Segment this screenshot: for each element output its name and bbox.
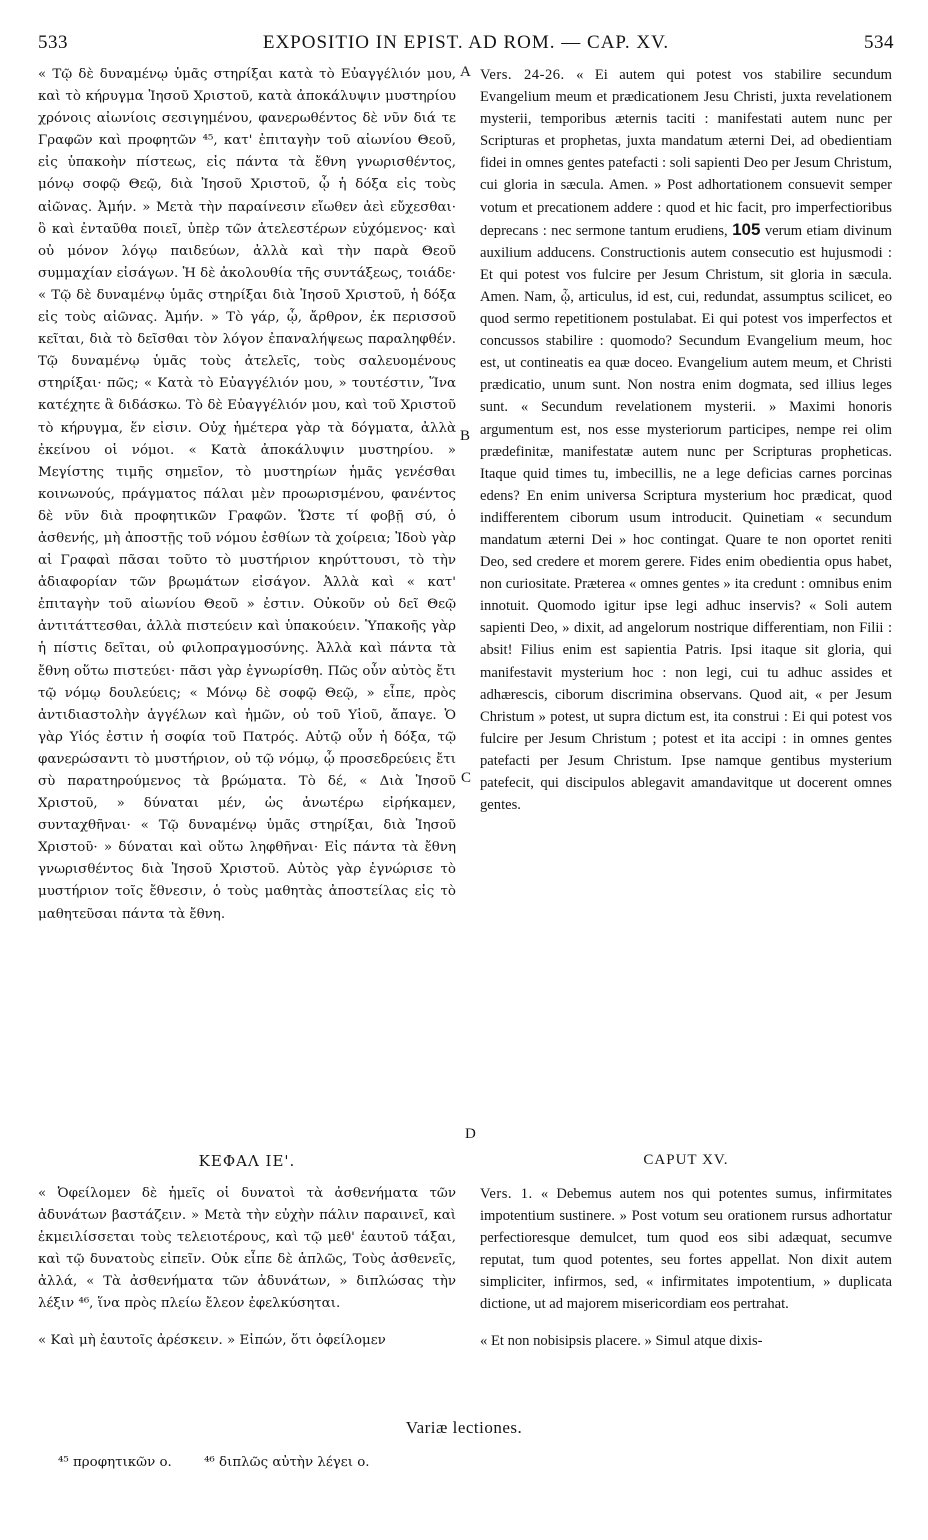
chapter-heading-latin: CAPUT XV. (643, 1152, 729, 1168)
page-number-left: 533 (38, 32, 68, 53)
latin-paragraph: « Et non nobisipsis placere. » Simul atque dixis- (480, 1332, 763, 1349)
page-title: EXPOSITIO IN EPIST. AD ROM. — CAP. XV. (262, 32, 670, 53)
margin-marker-d: D (465, 1126, 476, 1142)
footnote: ⁴⁵ προφητικῶν ο. (58, 1455, 172, 1470)
chapter-heading-greek: ΚΕΦΑΛ ΙΕ'. (198, 1152, 296, 1170)
greek-column-bottom (38, 1183, 456, 1352)
greek-paragraph: « Ὀφείλομεν δὲ ἡμεῖς οἱ δυνατοὶ τὰ ἀσθενήματα τῶν ἀδυνάτων βαστάζειν. » Μετὰ τὴν εὐχὴν πάλιν παραινεῖ, καὶ ἐκμειλίσσεται τοὺς τελειοτέρους, καὶ τῷ μεθ' ἑαυτοῦ τάξαι, καὶ τῷ δυνατοὺς εἰπεῖν. Οὐκ εἶπε δὲ ἁπλῶς, Τοὺς ἀσθενεῖς, ἀλλά, « Τὰ ἀσθενήματα τῶν ἀδυνάτων, » διπλώσας τὴν λέξιν ⁴⁶, ἵνα πρὸς πλείω ἔλεον ἐφελκύσηται. (38, 1186, 456, 1312)
page-number-right: 534 (864, 32, 894, 53)
latin-column-bottom (480, 1183, 892, 1352)
variae-lectiones-notes (58, 1453, 398, 1473)
footnote: ⁴⁶ διπλῶς αὐτὴν λέγει ο. (204, 1455, 370, 1470)
latin-text: « Debemus autem nos qui potentes sumus, infirmitates impotentium sustinere. » Post votum seu orationem rursus adhortatur perfectioresque demulcet, tum quod eos sibi adæquat, secumve reputat, tum quod potentes, seu fortes appellat. Non dixit autem simpliciter, infirmos, sed, « infirmitates impotentium, » duplicata dictione, ut ad majorem misericordiam eos pertrahat. (480, 1186, 892, 1313)
margin-marker-c: C (461, 770, 472, 786)
verse-label: Vers. 1. (480, 1186, 533, 1202)
running-head (38, 32, 894, 58)
verse-label: Vers. 24-26. (480, 67, 565, 83)
latin-paragraph (480, 1183, 892, 1316)
margin-marker-a: A (460, 64, 471, 80)
latin-paragraph (480, 64, 892, 816)
variae-lectiones-heading: Variæ lectiones. (405, 1418, 523, 1437)
margin-marker-b: B (460, 428, 471, 444)
greek-paragraph: « Καὶ μὴ ἑαυτοῖς ἀρέσκειν. » Εἰπών, ὅτι ὀφείλομεν (38, 1332, 386, 1348)
latin-text: « Ei autem qui potest vos stabilire secundum Evangelium meum et prædicationem Jesu Christi, juxta revelationem mysterii, temporibus æternis taciti : manifestati autem nunc per Scripturas et prophetas, juxta mandatum æterni Dei, ad obedientiam fidei in omnes gentes patefacti : soli sapienti Deo per Jesum Christum, cui gloria in sæcula. Amen. » Post adhortationem consuevit semper votum et precationem addere : quod et hic facit, pro imperfectioribus deprecans : nec sermone tantum erudiens, (480, 67, 893, 239)
greek-column-top (38, 64, 456, 926)
column-number: 105 (732, 219, 761, 239)
latin-column-top (480, 64, 892, 816)
greek-paragraph: « Τῷ δὲ δυναμένῳ ὑμᾶς στηρίξαι κατὰ τὸ Εὐαγγέλιόν μου, καὶ τὸ κήρυγμα Ἰησοῦ Χριστοῦ, κατὰ ἀποκάλυψιν μυστηρίου χρόνοις αἰωνίοις σεσιγημένου, φανερωθέντος δὲ νῦν διά τε Γραφῶν καὶ προφητῶν ⁴⁵, κατ' ἐπιταγὴν τοῦ αἰωνίου Θεοῦ, εἰς ὑπακοὴν πίστεως, εἰς πάντα τὰ ἔθνη γνωρισθέντος, μόνῳ σοφῷ Θεῷ, διὰ Ἰησοῦ Χριστοῦ, ᾧ ἡ δόξα εἰς τοὺς αἰῶνας. Ἀμήν. » Μετὰ τὴν παραίνεσιν εἴωθεν ἀεὶ εὔχεσθαι· ὃ καὶ ἐνταῦθα ποιεῖ, ὑπὲρ τῶν ἀτελεστέρων εὐχόμενος· καὶ οὐ μόνον λόγῳ παιδεύων, ἀλλὰ καὶ τὴν παρὰ Θεοῦ συμμαχίαν εἰσάγων. Ἡ δὲ ἀκολουθία τῆς συντάξεως, τοιάδε· « Τῷ δὲ δυναμένῳ ὑμᾶς στηρίξαι διὰ Ἰησοῦ Χριστοῦ, ἡ δόξα εἰς τοὺς αἰῶνας. Ἀμήν. » Τὸ γάρ, ᾧ, ἄρθρον, ἐκ περισσοῦ κεῖται, διὰ τὸ δεῖσθαι τὸν λόγον ἐπαναλήψεως παραληφθέν. Τῷ δυναμένῳ ὑμᾶς τοὺς ἀτελεῖς, τοὺς σαλευομένους στηρίξαι· πῶς; « Κατὰ τὸ Εὐαγγέλιόν μου, » τουτέστιν, Ἵνα κατέχητε ἃ διδάσκω. Τὸ δὲ Εὐαγγέλιόν μου, καὶ τοῦ Χριστοῦ τὸ κήρυγμα, ἕν εἰσιν. Οὐχ ἡμέτερα γὰρ τὰ δόγματα, ἀλλὰ ἐκείνου οἱ νόμοι. « Κατὰ ἀποκάλυψιν μυστηρίου. » Μεγίστης τιμῆς σημεῖον, τὸ μυστηρίων ἡμᾶς γενέσθαι κοινωνούς, πράγματος πάλαι μὲν προωρισμένου, φανέντος δὲ νῦν διὰ προφητικῶν Γραφῶν. Ὥστε τί φοβῇ σύ, ὁ ἀσθενής, μὴ ἀποστῇς τοῦ νόμου ἐσθίων τὰ χοίρεια; Ἰδοὺ γὰρ αἱ Γραφαὶ πᾶσαι τοῦτο τὸ μυστήριον κηρύττουσι, τὸ τὴν ἀδιαφορίαν τῶν βρωμάτων εἰσάγον. Ἀλλὰ καὶ « κατ' ἐπιταγὴν τοῦ αἰωνίου Θεοῦ » ἐστιν. Οὐκοῦν οὐ δεῖ Θεῷ ἀντιτάττεσθαι, ἀλλὰ πιστεύειν καὶ ὑπακούειν. Ὑπακοῆς γὰρ ἡ πίστις δεῖται, οὐ φιλοπραγμοσύνης. Ἀλλὰ καὶ πάντα τὰ ἔθνη οὕτω πιστεύει· πᾶσι γὰρ ἐγνωρίσθη. Πῶς οὖν αὐτὸς ἔτι τῷ νόμῳ δουλεύεις; « Μόνῳ δὲ σοφῷ Θεῷ, » εἶπε, πρὸς ἀντιδιαστολὴν ἀγγέλων καὶ ἡμῶν, οὐ τοῦ Υἱοῦ, ἄπαγε. Ὁ γὰρ Υἱός ἐστιν ἡ σοφία τοῦ Πατρός. Αὐτῷ οὖν ἡ δόξα, τῷ φανερώσαντι τὸ μυστήριον, οὐ τῷ νόμῳ, ᾧ προσεδρεύεις ἔτι σὺ παρατηρούμενος τὰ βρώματα. Τὸ δέ, « Διὰ Ἰησοῦ Χριστοῦ, » δύναται μέν, ὡς ἀνωτέρω εἰρήκαμεν, συνταχθῆναι· « Τῷ δυναμένῳ ὑμᾶς στηρίξαι, διὰ Ἰησοῦ Χριστοῦ· » δύναται καὶ οὕτω ληφθῆναι· Εἰς πάντα τὰ ἔθνη γνωρισθέντος διὰ Ἰησοῦ Χριστοῦ. Αὐτὸς γὰρ ἐγνώρισε τὸ μυστήριον τοῖς ἔθνεσιν, ὁ τοὺς μαθητὰς ἀποστείλας εἰς τὸ μαθητεῦσαι πάντα τὰ ἔθνη. (38, 67, 456, 922)
latin-text: verum etiam divinum auxilium adducens. Constructionis autem consecutio est hujusmodi : Et qui potest vos fulcire per Jesum Christum, sit gloria in sæcula. Amen. Nam, ᾧ, articulus, id est, cui, redundat, assumptus scilicet, eo quod sermo repetitionem postulabat. Ei qui potest vos imperfectos et concussos stabilire : quomodo? Secundum Evangelium meum, hoc est, ut contineatis ea quæ doceo. Evangelium autem meum, et Christi prædicatio, unum sunt. Non nostra enim dogmata, sed illius leges sunt. « Secundum revelationem mysterii. » Maximi honoris argumentum est, nos esse mysteriorum participes, nempe rei olim prædefinitæ, manifestatæ autem nunc per Scripturas propheticas. Itaque quid times tu, imbecillis, ne a lege deficias carnes porcinas edens? En enim universa Scriptura mysterium hoc prædicat, quod indifferentem ciborum usum introducit. Quinetiam « secundum mandatum æterni Dei » hoc contingat. Quare te non oportet reniti Deo, sed credere et morem gerere. Fides enim obedientia opus habet, non curiositate. Præterea « omnes gentes » ita credunt : omnibus enim innotuit. Quomodo igitur ipse legi adhuc inservis? « Soli autem sapienti Deo, » dixit, ad angelorum nostrique differentiam, non Filii : absit! Filius enim est sapientia Patris. Ipsi itaque sit gloria, qui manifestavit mysterium hoc : non legi, cui tu adhuc assides et adhærescis, ciborum discrimina observans. Quod ait, « per Jesum Christum » potest, ut supra dictum est, ita construi : Ei qui potest vos fulcire per Jesum Christum ; potest et ita accipi : in omnes gentes patefacti per Jesum Christum. Ipse namque gentibus mysterium patefecit, qui discipulos ablegavit amandavitque ut docerent omnes gentes. (480, 222, 892, 814)
